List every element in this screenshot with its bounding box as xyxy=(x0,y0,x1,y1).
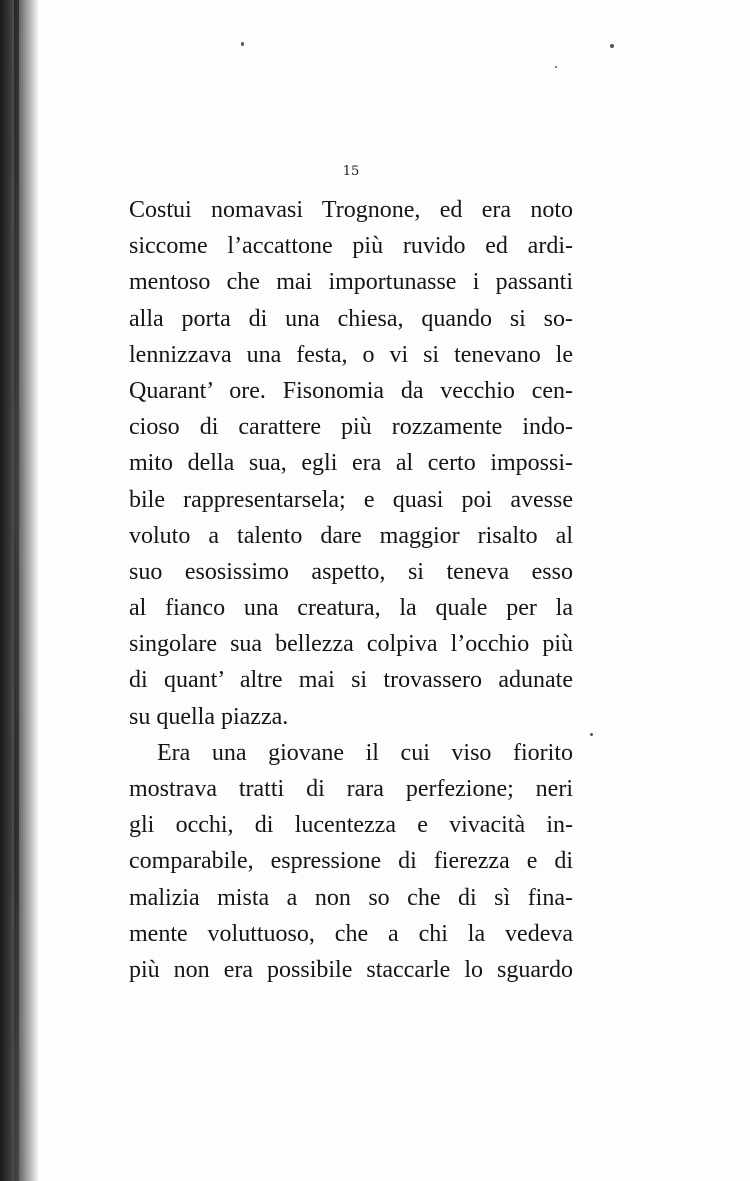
text-line: al fianco una creatura, la quale per la xyxy=(129,595,573,622)
text-line: mente voluttuoso, che a chi la vedeva xyxy=(129,920,573,947)
paragraph-2 xyxy=(129,735,573,988)
text-line: più non era possibile staccarle lo sguardo xyxy=(129,956,573,983)
binding-shadow xyxy=(14,0,19,1181)
binding-edge xyxy=(0,0,38,1181)
text-line: malizia mista a non so che di sì fina- xyxy=(129,884,573,911)
text-line: cioso di carattere più rozzamente indo- xyxy=(129,414,573,441)
text-line: voluto a talento dare maggior risalto al xyxy=(129,522,573,549)
text-line: gli occhi, di lucentezza e vivacità in- xyxy=(129,812,573,839)
text-line: mostrava tratti di rara perfezione; neri xyxy=(129,776,573,802)
ink-speck xyxy=(610,44,614,48)
text-line: comparabile, espressione di fierezza e di xyxy=(129,848,573,875)
text-line: Quarant’ ore. Fisonomia da vecchio cen- xyxy=(129,377,573,404)
text-line: Costui nomavasi Trognone, ed era noto xyxy=(129,197,573,223)
paragraph-1 xyxy=(129,192,573,735)
text-line: lennizzava una festa, o vi si tenevano le xyxy=(129,341,573,368)
text-line: mentoso che mai importunasse i passanti xyxy=(129,269,573,296)
text-line: mito della sua, egli era al certo impossi- xyxy=(129,450,573,477)
text-line: di quant’ altre mai si trovassero adunate xyxy=(129,667,573,694)
text-line: bile rappresentarsela; e quasi poi avesse xyxy=(129,486,573,513)
text-line: Era una giovane il cui viso fiorito xyxy=(157,739,573,766)
text-line: siccome l’accattone più ruvido ed ardi- xyxy=(129,233,573,260)
ink-speck xyxy=(555,66,557,68)
body-text xyxy=(129,192,573,988)
text-line: alla porta di una chiesa, quando si so- xyxy=(129,305,573,332)
text-line: singolare sua bellezza colpiva l’occhio più xyxy=(129,631,573,658)
ink-speck xyxy=(590,733,593,736)
ink-speck xyxy=(241,42,244,46)
text-line: suo esosissimo aspetto, si teneva esso xyxy=(129,558,573,585)
text-line: su quella piazza. xyxy=(129,703,289,730)
page-number: 15 xyxy=(342,164,360,179)
